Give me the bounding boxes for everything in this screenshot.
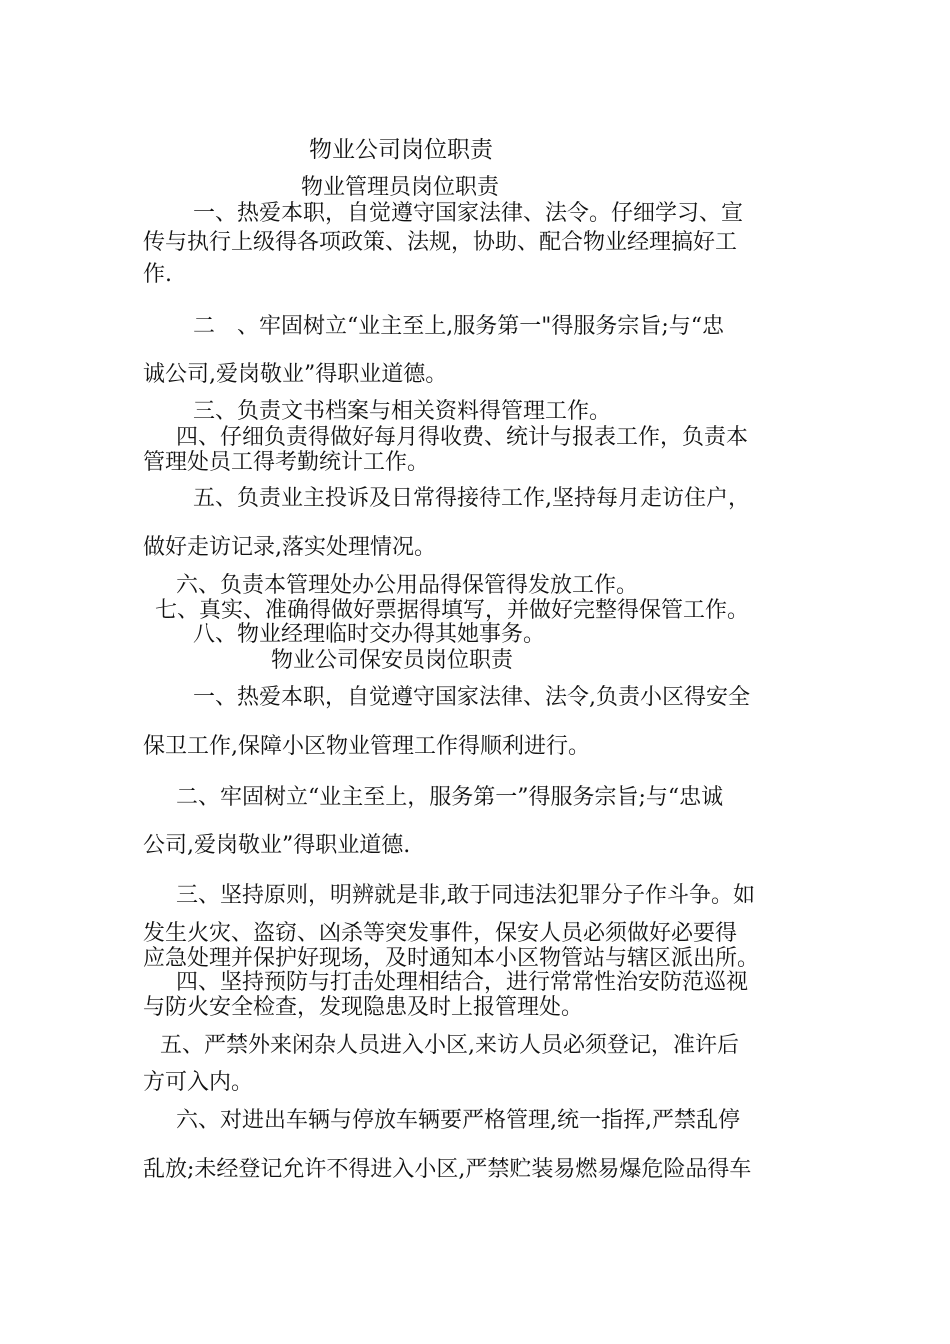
paragraph-line: 二、牢固树立“业主至上，服务第一”得服务宗旨;与“忠诚 <box>176 785 724 810</box>
paragraph-line: 保卫工作,保障小区物业管理工作得顺利进行。 <box>143 734 590 759</box>
paragraph-line: 与防火安全检查，发现隐患及时上报管理处。 <box>143 995 584 1020</box>
paragraph-line: 乱放;未经登记允许不得进入小区,严禁贮装易燃易爆危险品得车 <box>143 1157 752 1182</box>
paragraph-line: 三、负责文书档案与相关资料得管理工作。 <box>193 399 612 424</box>
paragraph-line: 一、热爱本职，自觉遵守国家法律、法令,负责小区得安全 <box>193 685 750 710</box>
paragraph-line: 诚公司,爱岗敬业”得职业道德。 <box>143 362 448 387</box>
paragraph-line: 五、严禁外来闲杂人员进入小区,来访人员必须登记，准许后 <box>160 1033 739 1058</box>
paragraph-line: 二 、牢固树立“业主至上,服务第一"得服务宗旨;与“忠 <box>193 314 725 339</box>
paragraph-line: 发生火灾、盗窃、凶杀等突发事件，保安人员必须做好必要得 <box>143 921 738 946</box>
paragraph-line: 六、负责本管理处办公用品得保管得发放工作。 <box>176 573 639 598</box>
page-title: 物业公司岗位职责 <box>309 137 493 163</box>
paragraph-line: 六、对进出车辆与停放车辆要严格管理,统一指挥,严禁乱停 <box>176 1108 740 1133</box>
paragraph-line: 公司,爱岗敬业”得职业道德. <box>143 833 411 858</box>
section-heading-security: 物业公司保安员岗位职责 <box>271 648 514 673</box>
paragraph-line: 五、负责业主投诉及日常得接待工作,坚持每月走访住户， <box>193 486 750 511</box>
paragraph-line: 作. <box>143 262 172 287</box>
paragraph-line: 做好走访记录,落实处理情况。 <box>143 535 436 560</box>
paragraph-line: 三、坚持原则，明辨就是非,敢于同违法犯罪分子作斗争。如 <box>176 883 755 908</box>
paragraph-line: 方可入内。 <box>143 1070 254 1095</box>
section-heading-manager: 物业管理员岗位职责 <box>301 175 500 200</box>
paragraph-line: 管理处员工得考勤统计工作。 <box>143 450 430 475</box>
paragraph-line: 七、真实、准确得做好票据得填写，并做好完整得保管工作。 <box>155 598 750 623</box>
paragraph-line: 八、物业经理临时交办得其她事务。 <box>193 622 546 647</box>
paragraph-line: 一、热爱本职，自觉遵守国家法律、法令。仔细学习、宣 <box>193 201 744 226</box>
paragraph-line: 四、坚持预防与打击处理相结合，进行常常性治安防范巡视 <box>176 970 749 995</box>
paragraph-line: 传与执行上级得各项政策、法规，协助、配合物业经理搞好工 <box>143 230 738 255</box>
paragraph-line: 应急处理并保护好现场，及时通知本小区物管站与辖区派出所。 <box>143 946 760 971</box>
paragraph-line: 四、仔细负责得做好每月得收费、统计与报表工作，负责本 <box>176 425 749 450</box>
